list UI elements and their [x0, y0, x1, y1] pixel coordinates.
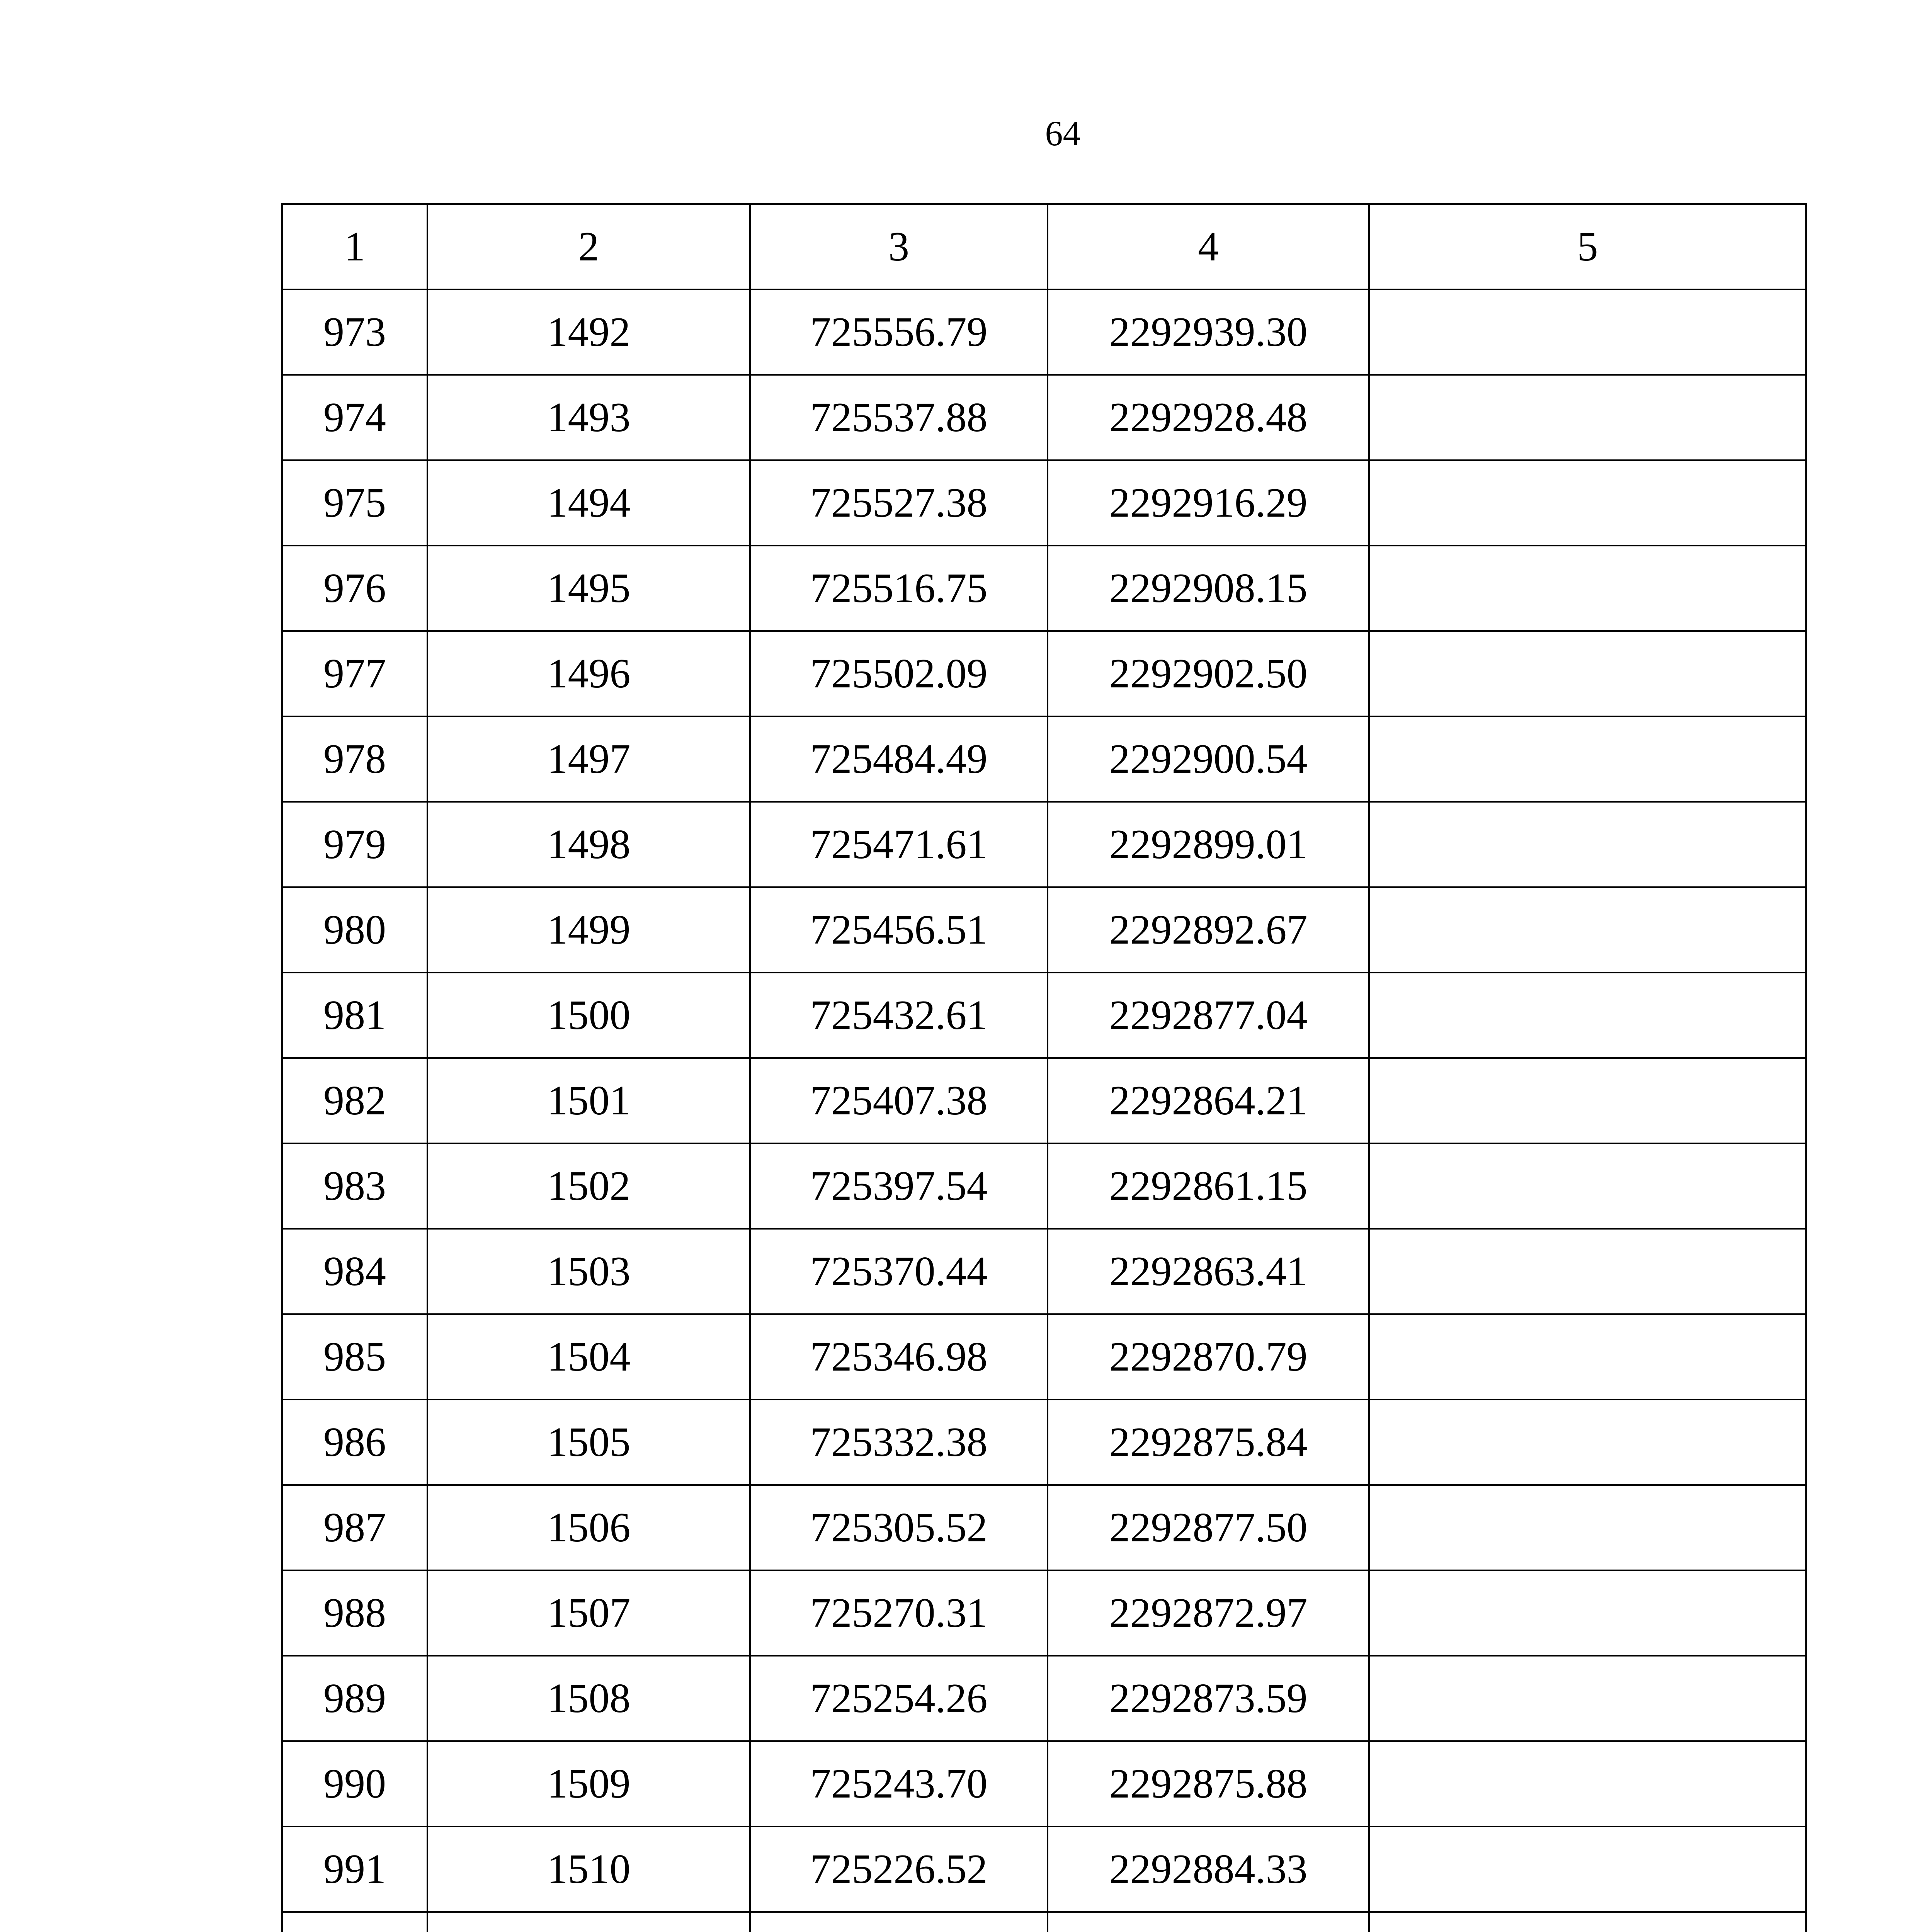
table-row: [282, 1058, 1806, 1143]
table-row: [282, 1741, 1806, 1827]
table-row: [282, 1143, 1806, 1229]
table-cell: 1503: [427, 1229, 750, 1314]
header-cell: 3: [750, 204, 1048, 289]
table-cell: 1510: [427, 1827, 750, 1912]
table-cell: 982: [282, 1058, 427, 1143]
table-cell: 2292900.54: [1048, 716, 1369, 802]
table-cell: 2292861.15: [1048, 1143, 1369, 1229]
table-cell: 725243.70: [750, 1741, 1048, 1827]
table-cell: [1369, 802, 1806, 887]
table-row: [282, 289, 1806, 375]
table-row: [282, 631, 1806, 716]
table-body: [282, 289, 1806, 1932]
coordinates-table: [281, 203, 1807, 1932]
table-cell: 987: [282, 1485, 427, 1570]
table-cell: 1499: [427, 887, 750, 973]
table-cell: 2292877.04: [1048, 973, 1369, 1058]
table-cell: 725370.44: [750, 1229, 1048, 1314]
table-cell: 725305.52: [750, 1485, 1048, 1570]
table-cell: 2292873.59: [1048, 1656, 1369, 1741]
table-cell: [1369, 1143, 1806, 1229]
table-cell: 725270.31: [750, 1570, 1048, 1656]
table-cell: 2292892.67: [1048, 887, 1369, 973]
table-cell: 991: [282, 1827, 427, 1912]
table-cell: 1507: [427, 1570, 750, 1656]
table-cell: 988: [282, 1570, 427, 1656]
table-cell: 984: [282, 1229, 427, 1314]
table-row: [282, 887, 1806, 973]
table-row: [282, 716, 1806, 802]
table-cell: 989: [282, 1656, 427, 1741]
table-cell: 1501: [427, 1058, 750, 1143]
table-cell: 2292928.48: [1048, 375, 1369, 460]
table-row: [282, 1229, 1806, 1314]
table-cell: 977: [282, 631, 427, 716]
header-cell: 1: [282, 204, 427, 289]
table-cell: 725502.09: [750, 631, 1048, 716]
table-row: [282, 973, 1806, 1058]
table-cell: [282, 1912, 427, 1932]
table-cell: [1369, 289, 1806, 375]
table-cell: 1493: [427, 375, 750, 460]
header-cell: 2: [427, 204, 750, 289]
table-cell: [1369, 375, 1806, 460]
table-cell: [1369, 1912, 1806, 1932]
table-cell: 2292864.21: [1048, 1058, 1369, 1143]
table-cell: [1369, 631, 1806, 716]
table-cell: 973: [282, 289, 427, 375]
table-cell: 725516.75: [750, 546, 1048, 631]
table-cell: 1508: [427, 1656, 750, 1741]
table-cell: 2292884.33: [1048, 1827, 1369, 1912]
table-cell: [1369, 1741, 1806, 1827]
table-cell: 725397.54: [750, 1143, 1048, 1229]
table-row: [282, 1912, 1806, 1932]
table-row: [282, 1656, 1806, 1741]
table-cell: 2292902.50: [1048, 631, 1369, 716]
table-cell: 1500: [427, 973, 750, 1058]
table-row: [282, 1485, 1806, 1570]
page-number: [0, 112, 1917, 155]
table-cell: 725226.52: [750, 1827, 1048, 1912]
table-cell: 990: [282, 1741, 427, 1827]
table-row: [282, 375, 1806, 460]
header-cell: 4: [1048, 204, 1369, 289]
table-cell: 983: [282, 1143, 427, 1229]
table-cell: 2292908.15: [1048, 546, 1369, 631]
table-row: [282, 1400, 1806, 1485]
table-cell: 979: [282, 802, 427, 887]
table-cell: 2292875.88: [1048, 1741, 1369, 1827]
table-cell: 2292916.29: [1048, 460, 1369, 546]
table-cell: [750, 1912, 1048, 1932]
table-cell: [1369, 1400, 1806, 1485]
table-cell: 725527.38: [750, 460, 1048, 546]
table-row: [282, 1314, 1806, 1400]
table-cell: 725456.51: [750, 887, 1048, 973]
table-cell: 725537.88: [750, 375, 1048, 460]
table-cell: 980: [282, 887, 427, 973]
table-cell: [427, 1912, 750, 1932]
table-cell: 1496: [427, 631, 750, 716]
header-cell: 5: [1369, 204, 1806, 289]
table-cell: [1369, 973, 1806, 1058]
table-cell: 725346.98: [750, 1314, 1048, 1400]
table-row: [282, 460, 1806, 546]
table-row: [282, 1827, 1806, 1912]
table-cell: 725484.49: [750, 716, 1048, 802]
table-row: [282, 1570, 1806, 1656]
page-number-text: 64: [1045, 114, 1081, 153]
table-cell: [1369, 1485, 1806, 1570]
table-cell: 725407.38: [750, 1058, 1048, 1143]
table-cell: [1369, 1656, 1806, 1741]
table-row: [282, 546, 1806, 631]
table-cell: 2292899.01: [1048, 802, 1369, 887]
table-cell: 2292939.30: [1048, 289, 1369, 375]
table-cell: [1369, 1314, 1806, 1400]
table-cell: [1048, 1912, 1369, 1932]
table-cell: 1494: [427, 460, 750, 546]
table-cell: 981: [282, 973, 427, 1058]
table-cell: 978: [282, 716, 427, 802]
table-cell: 985: [282, 1314, 427, 1400]
table-cell: 1502: [427, 1143, 750, 1229]
table-cell: 1504: [427, 1314, 750, 1400]
table-cell: [1369, 716, 1806, 802]
table-cell: [1369, 1570, 1806, 1656]
table-row: [282, 802, 1806, 887]
table-cell: 725432.61: [750, 973, 1048, 1058]
table-cell: [1369, 1229, 1806, 1314]
table-cell: 1509: [427, 1741, 750, 1827]
table-cell: 1498: [427, 802, 750, 887]
table-cell: 725556.79: [750, 289, 1048, 375]
table-cell: 2292872.97: [1048, 1570, 1369, 1656]
table-cell: 1497: [427, 716, 750, 802]
table-cell: 1506: [427, 1485, 750, 1570]
table-cell: [1369, 460, 1806, 546]
table-cell: 976: [282, 546, 427, 631]
table-cell: [1369, 887, 1806, 973]
table-cell: 725254.26: [750, 1656, 1048, 1741]
table-header-row: [282, 204, 1806, 289]
table-cell: 1505: [427, 1400, 750, 1485]
table-cell: [1369, 1058, 1806, 1143]
table-cell: 1492: [427, 289, 750, 375]
table-cell: 2292875.84: [1048, 1400, 1369, 1485]
table-cell: [1369, 1827, 1806, 1912]
table-cell: 2292877.50: [1048, 1485, 1369, 1570]
table-cell: 1495: [427, 546, 750, 631]
table-cell: 725471.61: [750, 802, 1048, 887]
table-cell: 2292863.41: [1048, 1229, 1369, 1314]
table-cell: 974: [282, 375, 427, 460]
table-cell: 975: [282, 460, 427, 546]
table-cell: [1369, 546, 1806, 631]
table-cell: 986: [282, 1400, 427, 1485]
table-cell: 2292870.79: [1048, 1314, 1369, 1400]
table-cell: 725332.38: [750, 1400, 1048, 1485]
